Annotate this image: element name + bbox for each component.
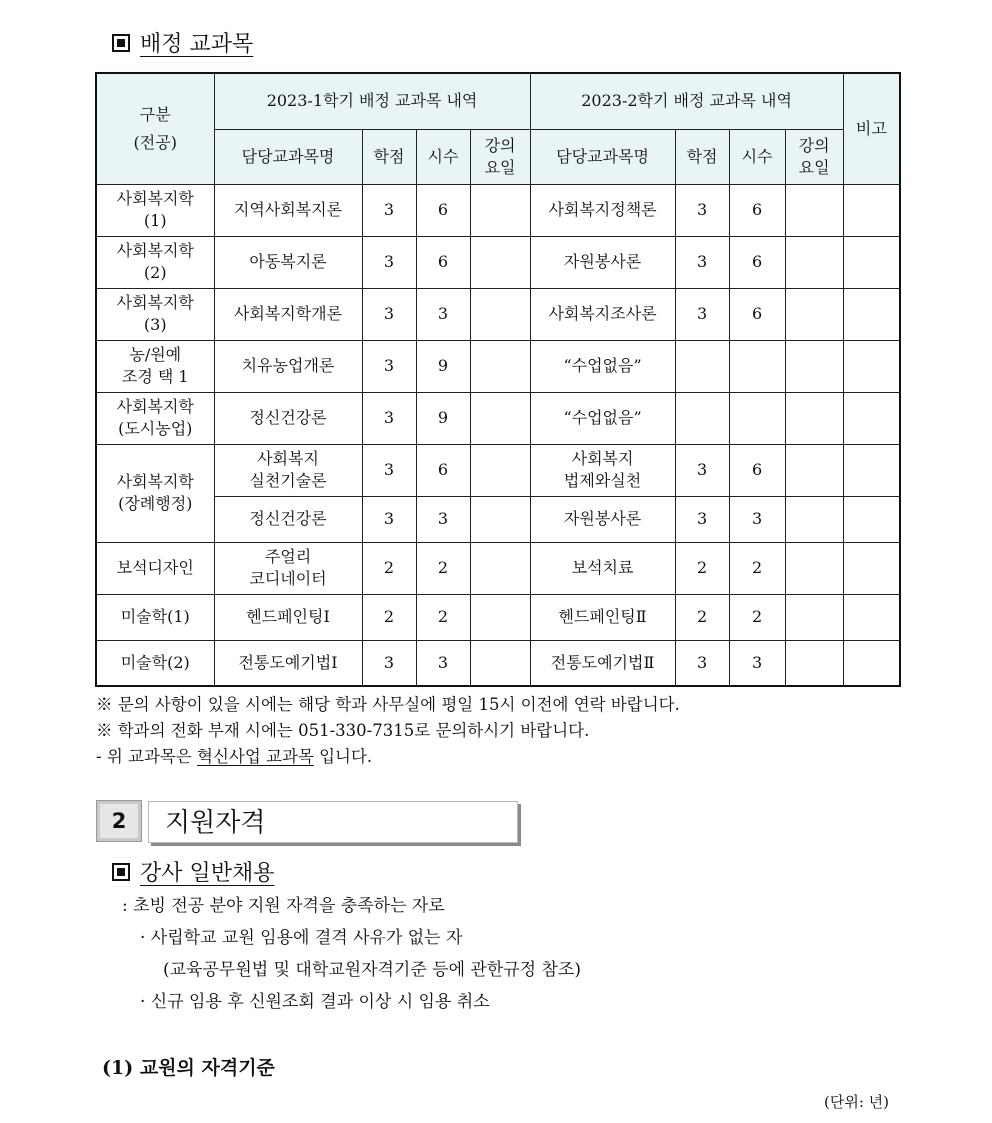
day-cell-term2 bbox=[785, 496, 843, 542]
table-row bbox=[96, 340, 900, 392]
remarks-cell bbox=[843, 594, 900, 640]
table-row bbox=[96, 184, 900, 236]
header-course-2: 담당교과목명 bbox=[530, 129, 675, 184]
day-cell-term2 bbox=[785, 236, 843, 288]
hours-cell-term1: 9 bbox=[416, 340, 470, 392]
division-cell: 사회복지학 (장례행정) bbox=[96, 444, 214, 542]
hours-cell-term1: 6 bbox=[416, 236, 470, 288]
hours-cell-term2: 2 bbox=[729, 594, 785, 640]
courses-table bbox=[95, 72, 901, 687]
note-line-3: - 위 교과목은 혁신사업 교과목 입니다. bbox=[96, 747, 373, 766]
course-cell-term1: 지역사회복지론 bbox=[214, 184, 362, 236]
day-cell-term2 bbox=[785, 444, 843, 496]
division-cell: 사회복지학 (1) bbox=[96, 184, 214, 236]
course-cell-term2: “수업없음” bbox=[530, 340, 675, 392]
day-cell-term2 bbox=[785, 594, 843, 640]
credit-cell-term1: 3 bbox=[362, 288, 416, 340]
credit-cell-term2: 3 bbox=[675, 444, 729, 496]
remarks-cell bbox=[843, 496, 900, 542]
table-row bbox=[96, 640, 900, 686]
day-cell-term2 bbox=[785, 542, 843, 594]
division-cell: 사회복지학 (2) bbox=[96, 236, 214, 288]
remarks-cell bbox=[843, 542, 900, 594]
req-item-1: · 사립학교 교원 임용에 결격 사유가 없는 자 bbox=[140, 928, 463, 948]
credit-cell-term1: 2 bbox=[362, 542, 416, 594]
hours-cell-term1: 3 bbox=[416, 496, 470, 542]
course-cell-term1: 아동복지론 bbox=[214, 236, 362, 288]
hours-cell-term2: 6 bbox=[729, 236, 785, 288]
course-cell-term2: 사회복지정책론 bbox=[530, 184, 675, 236]
credit-cell-term1: 3 bbox=[362, 392, 416, 444]
header-division: 구분 (전공) bbox=[96, 73, 214, 184]
subsection-title: 강사 일반채용 bbox=[112, 856, 275, 887]
unit-label: (단위: 년) bbox=[824, 1093, 889, 1111]
header-remarks: 비고 bbox=[843, 73, 900, 184]
credit-cell-term1: 3 bbox=[362, 640, 416, 686]
table-row bbox=[96, 288, 900, 340]
day-cell-term2 bbox=[785, 640, 843, 686]
credit-cell-term2 bbox=[675, 392, 729, 444]
day-cell-term1 bbox=[470, 236, 530, 288]
remarks-cell bbox=[843, 184, 900, 236]
course-cell-term1: 정신건강론 bbox=[214, 496, 362, 542]
day-cell-term1 bbox=[470, 288, 530, 340]
credit-cell-term2: 3 bbox=[675, 184, 729, 236]
req-item-1-note: (교육공무원법 및 대학교원자격기준 등에 관한규정 참조) bbox=[163, 960, 581, 980]
credit-cell-term2: 3 bbox=[675, 496, 729, 542]
course-cell-term2: 사회복지조사론 bbox=[530, 288, 675, 340]
day-cell-term2 bbox=[785, 184, 843, 236]
hours-cell-term1: 6 bbox=[416, 184, 470, 236]
hours-cell-term2: 3 bbox=[729, 496, 785, 542]
credit-cell-term1: 3 bbox=[362, 444, 416, 496]
hours-cell-term2: 2 bbox=[729, 542, 785, 594]
header-course-1: 담당교과목명 bbox=[214, 129, 362, 184]
division-cell: 사회복지학 (3) bbox=[96, 288, 214, 340]
course-cell-term2: 자원봉사론 bbox=[530, 236, 675, 288]
course-cell-term2: 헨드페인팅Ⅱ bbox=[530, 594, 675, 640]
day-cell-term2 bbox=[785, 288, 843, 340]
notes bbox=[96, 692, 680, 770]
course-cell-term2: 보석치료 bbox=[530, 542, 675, 594]
section-title-assigned-courses: 배정 교과목 bbox=[112, 27, 253, 58]
remarks-cell bbox=[843, 288, 900, 340]
day-cell-term1 bbox=[470, 542, 530, 594]
hours-cell-term2: 6 bbox=[729, 288, 785, 340]
division-cell: 미술학(2) bbox=[96, 640, 214, 686]
course-cell-term2: “수업없음” bbox=[530, 392, 675, 444]
filled-square-icon bbox=[112, 34, 130, 52]
hours-cell-term1: 2 bbox=[416, 542, 470, 594]
credit-cell-term1: 3 bbox=[362, 184, 416, 236]
header-day-1: 강의 요일 bbox=[470, 129, 530, 184]
header-hours-1: 시수 bbox=[416, 129, 470, 184]
division-cell: 농/원예 조경 택 1 bbox=[96, 340, 214, 392]
course-cell-term2: 사회복지 법제와실천 bbox=[530, 444, 675, 496]
note-line-1: ※ 문의 사항이 있을 시에는 해당 학과 사무실에 평일 15시 이전에 연락 바랍니다. bbox=[96, 695, 680, 714]
table-row bbox=[96, 392, 900, 444]
hours-cell-term2 bbox=[729, 340, 785, 392]
credit-cell-term2: 2 bbox=[675, 542, 729, 594]
credit-cell-term1: 3 bbox=[362, 496, 416, 542]
header-term2: 2023-2학기 배정 교과목 내역 bbox=[530, 73, 843, 129]
header-hours-2: 시수 bbox=[729, 129, 785, 184]
table-row bbox=[96, 496, 900, 542]
course-cell-term1: 전통도예기법Ⅰ bbox=[214, 640, 362, 686]
note-line-2: ※ 학과의 전화 부재 시에는 051-330-7315로 문의하시기 바랍니다. bbox=[96, 721, 590, 740]
table-row bbox=[96, 236, 900, 288]
division-cell: 사회복지학 (도시농업) bbox=[96, 392, 214, 444]
course-cell-term1: 사회복지학개론 bbox=[214, 288, 362, 340]
course-cell-term1: 주얼리 코디네이터 bbox=[214, 542, 362, 594]
credit-cell-term2 bbox=[675, 340, 729, 392]
table-row bbox=[96, 594, 900, 640]
course-cell-term1: 사회복지 실천기술론 bbox=[214, 444, 362, 496]
req-intro: : 초빙 전공 분야 지원 자격을 충족하는 자로 bbox=[122, 896, 445, 916]
division-cell: 보석디자인 bbox=[96, 542, 214, 594]
day-cell-term1 bbox=[470, 184, 530, 236]
hours-cell-term1: 2 bbox=[416, 594, 470, 640]
credit-cell-term1: 3 bbox=[362, 236, 416, 288]
credit-cell-term1: 3 bbox=[362, 340, 416, 392]
criteria-title: (1) 교원의 자격기준 bbox=[102, 1057, 275, 1079]
day-cell-term1 bbox=[470, 640, 530, 686]
req-item-2: · 신규 임용 후 신원조회 결과 이상 시 임용 취소 bbox=[140, 992, 490, 1012]
hours-cell-term1: 3 bbox=[416, 640, 470, 686]
hours-cell-term2: 3 bbox=[729, 640, 785, 686]
filled-square-icon bbox=[112, 863, 130, 881]
header-day-2: 강의 요일 bbox=[785, 129, 843, 184]
day-cell-term2 bbox=[785, 392, 843, 444]
day-cell-term1 bbox=[470, 392, 530, 444]
hours-cell-term1: 9 bbox=[416, 392, 470, 444]
day-cell-term1 bbox=[470, 594, 530, 640]
header-credit-2: 학점 bbox=[675, 129, 729, 184]
division-cell: 미술학(1) bbox=[96, 594, 214, 640]
course-cell-term2: 자원봉사론 bbox=[530, 496, 675, 542]
section-title-qualifications: 지원자격 bbox=[148, 801, 518, 843]
course-cell-term2: 전통도예기법Ⅱ bbox=[530, 640, 675, 686]
day-cell-term2 bbox=[785, 340, 843, 392]
hours-cell-term2: 6 bbox=[729, 184, 785, 236]
header-credit-1: 학점 bbox=[362, 129, 416, 184]
hours-cell-term1: 3 bbox=[416, 288, 470, 340]
credit-cell-term2: 3 bbox=[675, 288, 729, 340]
course-cell-term1: 헨드페인팅Ⅰ bbox=[214, 594, 362, 640]
remarks-cell bbox=[843, 340, 900, 392]
remarks-cell bbox=[843, 444, 900, 496]
course-cell-term1: 치유농업개론 bbox=[214, 340, 362, 392]
hours-cell-term2: 6 bbox=[729, 444, 785, 496]
remarks-cell bbox=[843, 640, 900, 686]
remarks-cell bbox=[843, 236, 900, 288]
hours-cell-term2 bbox=[729, 392, 785, 444]
credit-cell-term2: 3 bbox=[675, 236, 729, 288]
credit-cell-term2: 3 bbox=[675, 640, 729, 686]
credit-cell-term1: 2 bbox=[362, 594, 416, 640]
table-row bbox=[96, 444, 900, 496]
credit-cell-term2: 2 bbox=[675, 594, 729, 640]
hours-cell-term1: 6 bbox=[416, 444, 470, 496]
section-number-badge: 2 bbox=[96, 800, 142, 842]
remarks-cell bbox=[843, 392, 900, 444]
header-term1: 2023-1학기 배정 교과목 내역 bbox=[214, 73, 530, 129]
day-cell-term1 bbox=[470, 444, 530, 496]
day-cell-term1 bbox=[470, 496, 530, 542]
table-row bbox=[96, 542, 900, 594]
day-cell-term1 bbox=[470, 340, 530, 392]
course-cell-term1: 정신건강론 bbox=[214, 392, 362, 444]
